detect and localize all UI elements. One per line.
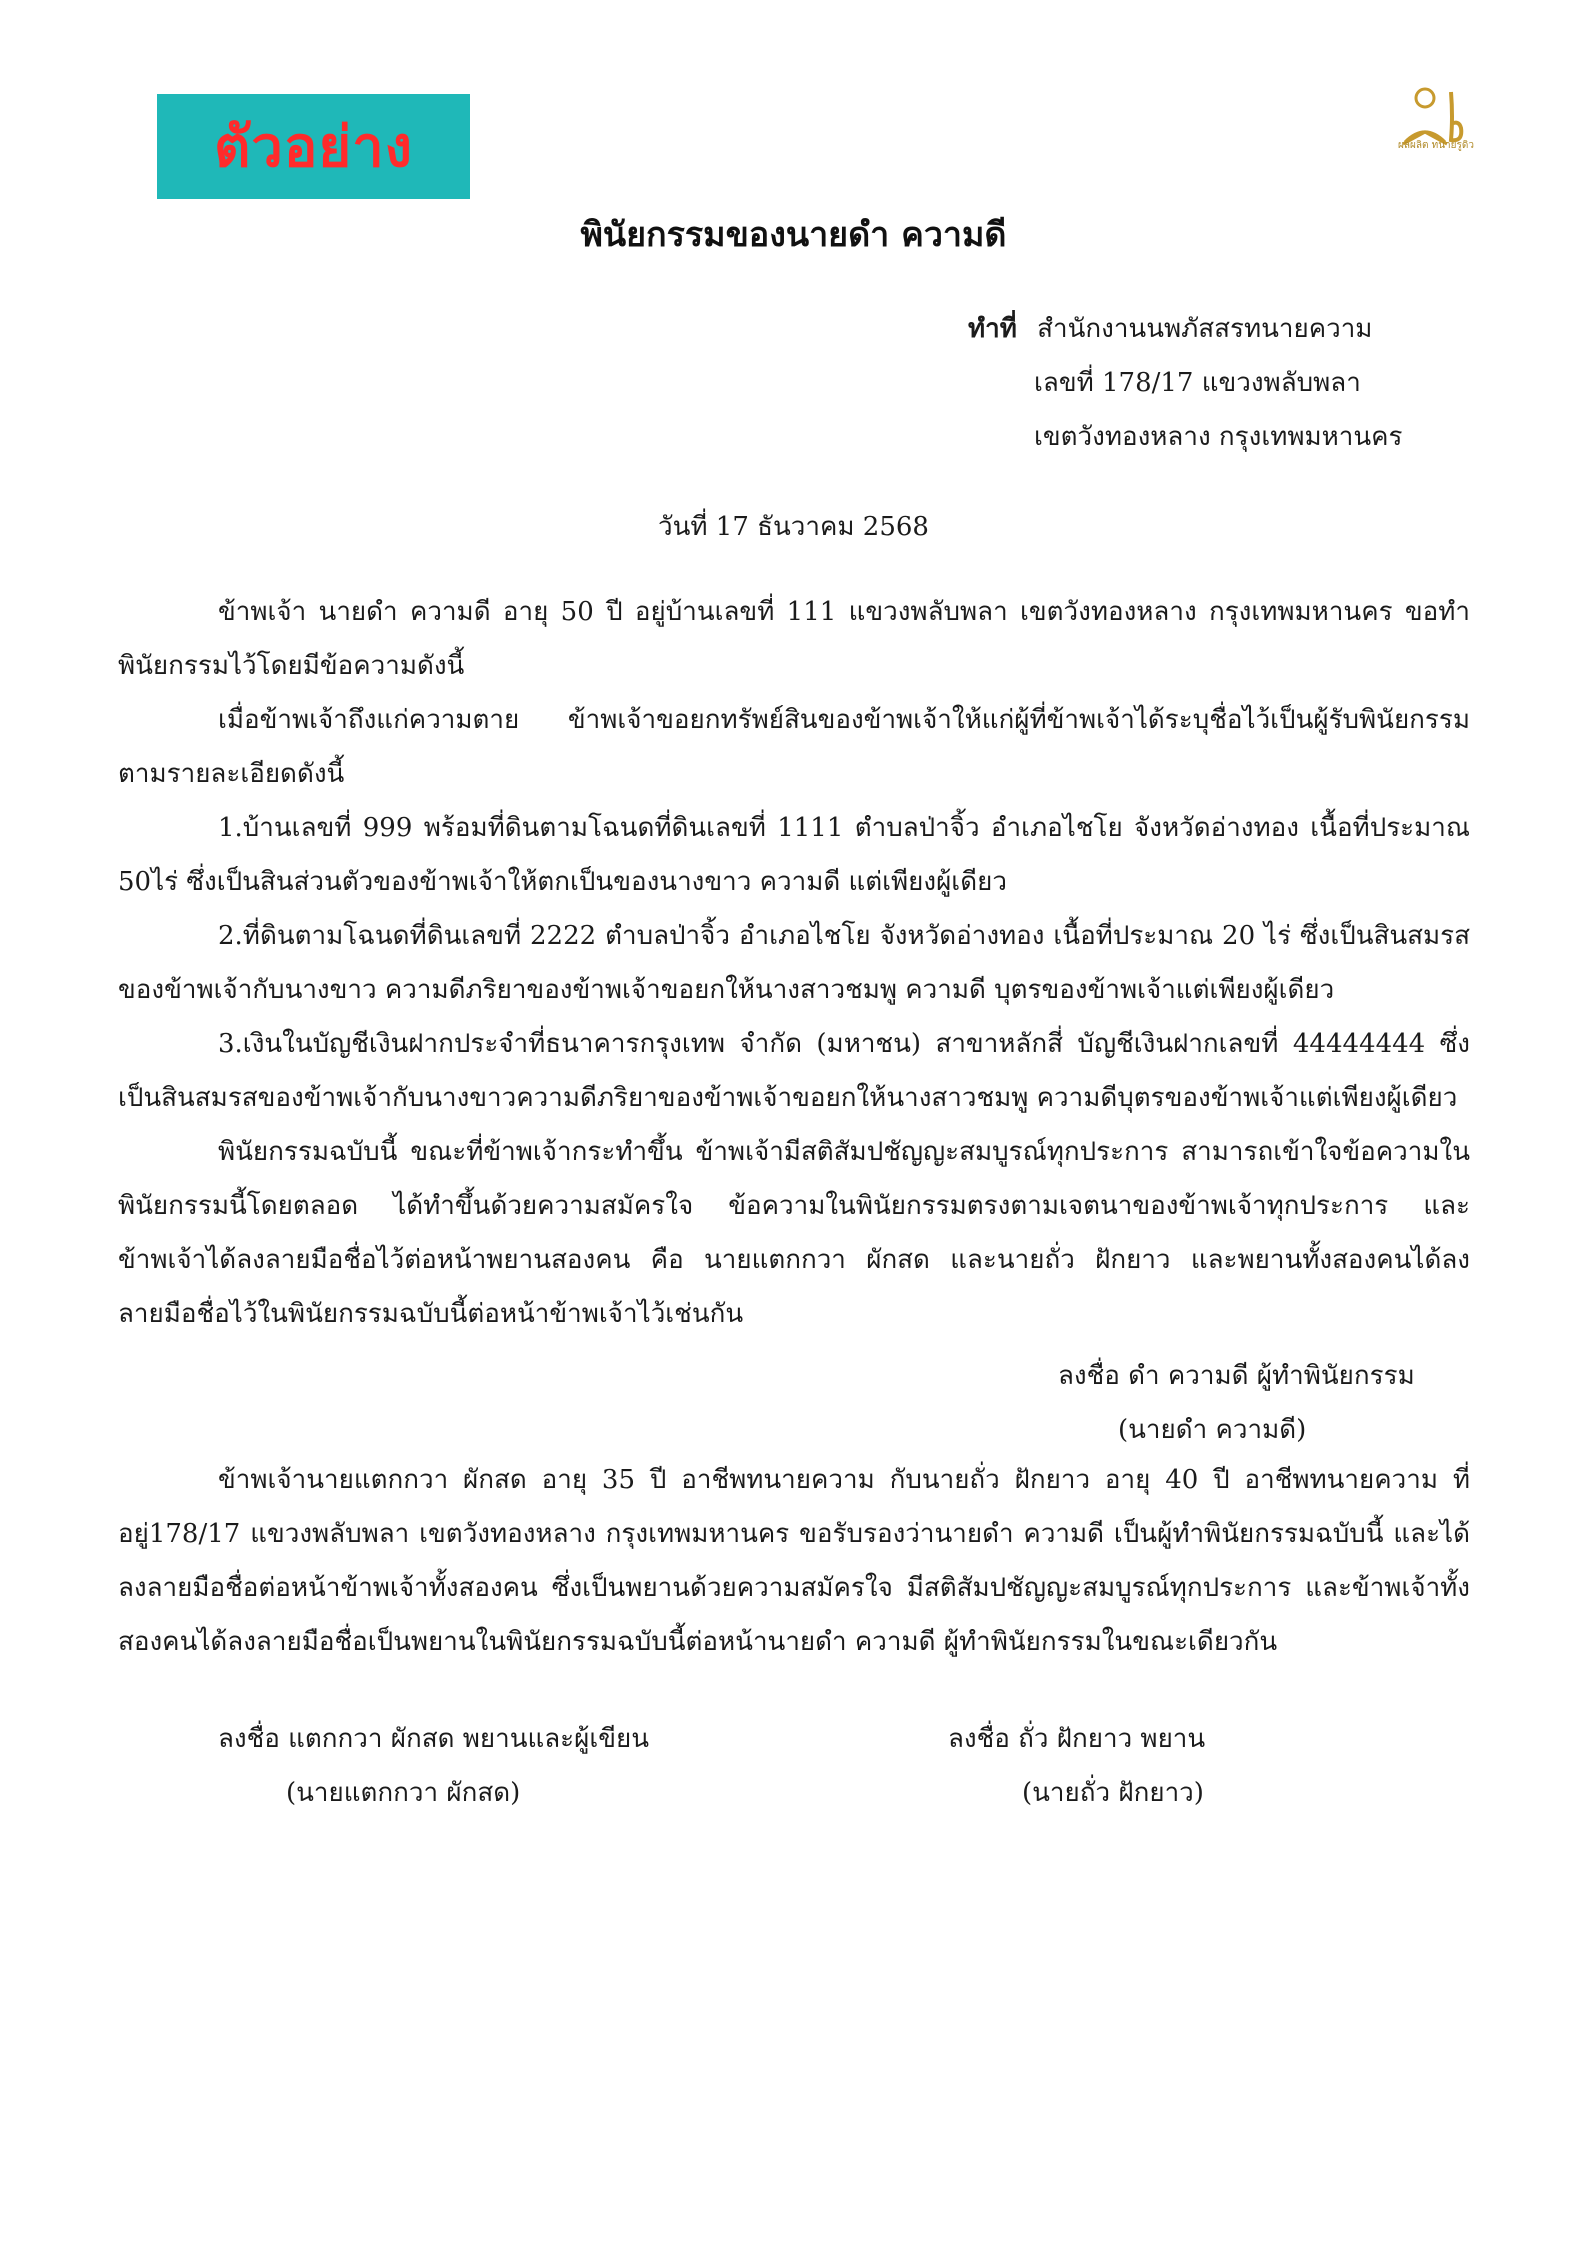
address-block	[968, 308, 1372, 349]
sample-badge-text: ตัวอย่าง	[213, 115, 414, 180]
paragraph-bequest: เมื่อข้าพเจ้าถึงแก่ความตาย ข้าพเจ้าขอยกทรัพย์สินของข้าพเจ้าให้แก่ผู้ที่ข้าพเจ้าได้ระบุชื่อไว้เป็นผู้รับพินัยกรรม ตามรายละเอียดดังนี้	[118, 705, 1470, 789]
bequest-item-3: 3.เงินในบัญชีเงินฝากประจำที่ธนาคารกรุงเทพ จำกัด (มหาชน) สาขาหลักสี่ บัญชีเงินฝากเลขที่ 44444444 ซึ่งเป็นสินสมรสของข้าพเจ้ากับนางขาวความดีภริยาของข้าพเจ้าขอยกให้นางสาวชมพู ความดีบุตรของข้าพเจ้าแต่เพียงผู้เดียว	[118, 1029, 1470, 1113]
paragraph-intro: ข้าพเจ้า นายดำ ความดี อายุ 50 ปี อยู่บ้านเลขที่ 111 แขวงพลับพลา เขตวังทองหลาง กรุงเทพมหานคร ขอทำพินัยกรรมไว้โดยมีข้อความดังนี้	[118, 597, 1470, 681]
testator-name: (นายดำ ความดี)	[1118, 1415, 1307, 1445]
document-date: วันที่ 17 ธันวาคม 2568	[658, 512, 929, 542]
testator-signature-line: ลงชื่อ ดำ ความดี ผู้ทำพินัยกรรม	[1058, 1361, 1415, 1391]
sample-badge	[157, 94, 470, 199]
address-line3: เขตวังทองหลาง กรุงเทพมหานคร	[1034, 422, 1403, 452]
witness2-name: (นายถั่ว ฝักยาว)	[1022, 1778, 1204, 1808]
bequest-item-2: 2.ที่ดินตามโฉนดที่ดินเลขที่ 2222 ตำบลป่าจิ้ว อำเภอไชโย จังหวัดอ่างทอง เนื้อที่ประมาณ 20 ไร่ ซึ่งเป็นสินสมรสของข้าพเจ้ากับนางขาว ความดีภริยาของข้าพเจ้าขอยกให้นางสาวชมพู ความดี บุตรของข้าพเจ้าแต่เพียงผู้เดียว	[118, 921, 1470, 1005]
witness2-signature-line: ลงชื่อ ถั่ว ฝักยาว พยาน	[948, 1724, 1206, 1754]
logo-caption: ผลผลิต ทนายรูดิว	[1397, 140, 1475, 151]
witness1-name: (นายแตกกวา ผักสด)	[286, 1778, 521, 1808]
address-label: ทำที่	[968, 314, 1017, 344]
address-line2: เลขที่ 178/17 แขวงพลับพลา	[1034, 368, 1361, 398]
witness1-signature-line: ลงชื่อ แตกกวา ผักสด พยานและผู้เขียน	[218, 1724, 650, 1754]
paragraph-witness-certification: ข้าพเจ้านายแตกกวา ผักสด อายุ 35 ปี อาชีพทนายความ กับนายถั่ว ฝักยาว อายุ 40 ปี อาชีพทนายความ ที่อยู่178/17 แขวงพลับพลา เขตวังทองหลาง กรุงเทพมหานคร ขอรับรองว่านายดำ ความดี เป็นผู้ทำพินัยกรรมฉบับนี้ และได้ลงลายมือชื่อต่อหน้าข้าพเจ้าทั้งสองคน ซึ่งเป็นพยานด้วยความสมัครใจ มีสติสัมปชัญญะสมบูรณ์ทุกประการ และข้าพเจ้าทั้งสองคนได้ลงลายมือชื่อเป็นพยานในพินัยกรรมฉบับนี้ต่อหน้านายดำ ความดี ผู้ทำพินัยกรรมในขณะเดียวกัน	[118, 1465, 1470, 1657]
bequest-item-1: 1.บ้านเลขที่ 999 พร้อมที่ดินตามโฉนดที่ดินเลขที่ 1111 ตำบลป่าจิ้ว อำเภอไชโย จังหวัดอ่างทอง เนื้อที่ประมาณ 50ไร่ ซึ่งเป็นสินส่วนตัวของข้าพเจ้าให้ตกเป็นของนางขาว ความดี แต่เพียงผู้เดียว	[118, 813, 1470, 897]
document-title: พินัยกรรมของนายดำ ความดี	[580, 215, 1007, 255]
address-line1: สำนักงานนพภัสสรทนายความ	[1037, 314, 1373, 344]
paragraph-declaration: พินัยกรรมฉบับนี้ ขณะที่ข้าพเจ้ากระทำขึ้น ข้าพเจ้ามีสติสัมปชัญญะสมบูรณ์ทุกประการ สามารถเข้าใจข้อความในพินัยกรรมนี้โดยตลอด ได้ทำขึ้นด้วยความสมัครใจ ข้อความในพินัยกรรมตรงตามเจตนาของข้าพเจ้าทุกประการ และข้าพเจ้าได้ลงลายมือชื่อไว้ต่อหน้าพยานสองคน คือ นายแตกกวา ผักสด และนายถั่ว ฝักยาว และพยานทั้งสองคนได้ลงลายมือชื่อไว้ในพินัยกรรมฉบับนี้ต่อหน้าข้าพเจ้าไว้เช่นกัน	[118, 1137, 1470, 1329]
